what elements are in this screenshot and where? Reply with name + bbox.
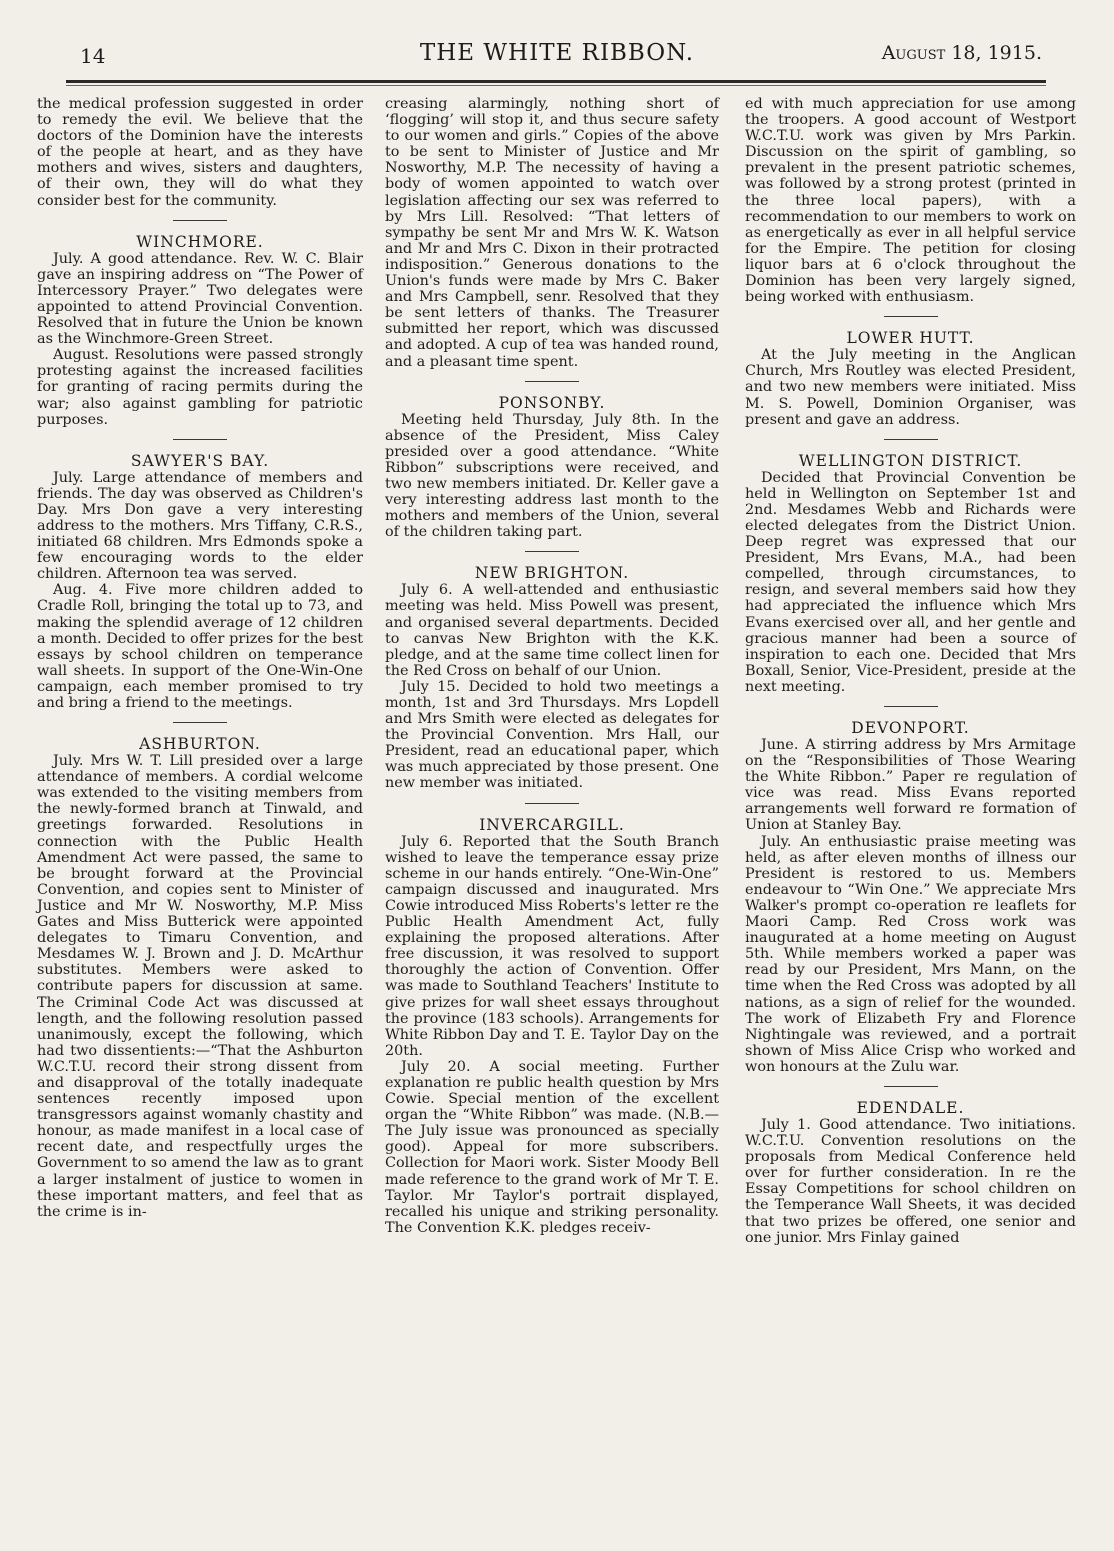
paragraph: ed with much appreciation for use among the troopers. A good account of Westport W.C.T.U. work was given by Mrs Parkin. Discussion on the spirit of gambling, so prevalent in the present patriotic schemes, was followed by a strong protest (printed in the three local papers), with a recommendation to our members to work on as energetically as ever in all helpful service for the Empire. The petition for closing liquor bars at 6 o'clock throughout the Dominion has been very largely signed, being worked with enthusiasm. — [745, 96, 1076, 306]
section-heading: ASHBURTON. — [139, 735, 261, 754]
paragraph: July. Large attendance of members and friends. The day was observed as Children's Day. Mrs Don gave a very interesting address to the mothers. Mrs Tiffany, C.R.S., initiated 68 children. Mrs Edmonds spoke a few encouraging words to the elder children. Afternoon tea was served. — [37, 469, 363, 583]
paragraph: July. A good attendance. Rev. W. C. Blair gave an inspiring address on “The Power of Intercessory Prayer.” Two delegates were appointed to attend Provincial Convention. Resolved that in future the Union be known as the Winchmore-Green Street. — [37, 250, 363, 348]
paragraph: August. Resolutions were passed strongly protesting against the increased facilities for granting of racing permits during the war; also against gambling for patriotic purposes. — [37, 347, 363, 428]
paragraph: July. An enthusiastic praise meeting was held, as after eleven months of illness our President is restored to us. Members endeavour to “Win One.” We appreciate Mrs Walker's prompt co-operation re leaflets for Maori Camp. Red Cross work was inaugurated at a home meeting on August 5th. While members worked a paper was read by our President, Mrs Mann, on the time when the Red Cross was adopted by all nations, as a sign of relief for the wounded. The work of Elizabeth Fry and Florence Nightingale was reviewed, and a portrait shown of Miss Alice Crisp who worked and won honours at the Zulu war. — [745, 833, 1076, 1075]
section-divider — [884, 706, 938, 707]
paragraph: July 6. Reported that the South Branch wished to leave the temperance essay prize scheme in our hands entirely. “One-Win-One” campaign discussed and inaugurated. Mrs Cowie introduced Miss Roberts's letter re the Public Health Amendment Act, fully explaining the proposed alterations. After free discussion, it was resolved to support thoroughly the action of Convention. Offer was made to Southland Teachers' Institute to give prizes for wall sheet essays throughout the province (183 schools). Arrangements for White Ribbon Day and T. E. Taylor Day on the 20th. — [385, 833, 719, 1059]
page-header — [0, 0, 1114, 95]
paragraph: July 15. Decided to hold two meetings a month, 1st and 3rd Thursdays. Mrs Lopdell and Mrs Smith were elected as delegates for the Provincial Convention. Mrs Hall, our President, read an educational paper, which was much appreciated by those present. One new member was initiated. — [385, 678, 719, 792]
section-heading: INVERCARGILL. — [479, 815, 625, 834]
paragraph: July. Mrs W. T. Lill presided over a large attendance of members. A cordial welcome was extended to the visiting members from the newly-formed branch at Tinwald, and greetings forwarded. Resolutions in connection with the Public Health Amendment Act were passed, the same to be brought forward at the Provincial Convention, and copies sent to Minister of Justice and Mr W. Nosworthy, M.P. Miss Gates and Miss Butterick were appointed delegates to Timaru Convention, and Mesdames W. J. Brown and J. D. McArthur substitutes. Members were asked to contribute papers for discussion at same. The Criminal Code Act was discussed at length, and the following resolution passed unanimously, except the following, which had two dissentients:—“That the Ashburton W.C.T.U. record their strong dissent from and disapproval of the totally inadequate sentences recently imposed upon transgressors against womanly chastity and honour, as made manifest in a local case of recent date, and respectfully urges the Government to so amend the law as to grant a larger instalment of justice to women in these important matters, and feel that as the crime is in- — [37, 753, 363, 1220]
paragraph: At the July meeting in the Anglican Church, Mrs Routley was elected President, and two new members were initiated. Miss M. S. Powell, Dominion Organiser, was present and gave an address. — [745, 347, 1076, 428]
paragraph: July 1. Good attendance. Two initiations. W.C.T.U. Convention resolutions on the proposals from Medical Conference held over for further consideration. In re the Essay Competitions for school children on the Temperance Wall Sheets, it was decided that two prizes be offered, one senior and one junior. Mrs Finlay gained — [745, 1116, 1076, 1246]
section-divider — [884, 316, 938, 317]
section-heading: LOWER HUTT. — [846, 329, 975, 348]
page-number: 14 — [80, 44, 106, 68]
paragraph: June. A stirring address by Mrs Armitage on the “Responsibilities of Those Wearing the White Ribbon.” Paper re regulation of vice was read. Miss Evans reported arrangements well forward re formation of Union at Stanley Bay. — [745, 737, 1076, 834]
section-heading: WELLINGTON DISTRICT. — [798, 451, 1023, 470]
masthead-title: THE WHITE RIBBON. — [419, 40, 695, 66]
section-heading: WINCHMORE. — [136, 232, 264, 251]
section-divider — [525, 381, 579, 382]
section-divider — [173, 439, 227, 440]
header-rule-thin — [66, 85, 1046, 86]
section-heading: SAWYER'S BAY. — [130, 451, 270, 470]
column-3 — [745, 96, 1076, 1246]
paragraph: July 20. A social meeting. Further explanation re public health question by Mrs Cowie. Special mention of the excellent organ the “White Ribbon” was made. (N.B.—The July issue was pronounced as specially good). Appeal for more subscribers. Collection for Maori work. Sister Moody Bell made reference to the grand work of Mr T. E. Taylor. Mr Taylor's portrait displayed, recalled his unique and striking personality. The Convention K.K. pledges receiv- — [385, 1058, 719, 1236]
paragraph: Decided that Provincial Convention be held in Wellington on September 1st and 2nd. Mesdames Webb and Richards were elected delegates from the District Union. Deep regret was expressed that our President, Mrs Evans, M.A., had been compelled, through circumstances, to resign, and several members said how they had appreciated the influence which Mrs Evans exercised over all, and her gentle and gracious manner had been a source of inspiration to each one. Decided that Mrs Boxall, Senior, Vice-President, preside at the next meeting. — [745, 469, 1076, 695]
column-2 — [385, 96, 719, 1236]
paragraph: creasing alarmingly, nothing short of ‘flogging’ will stop it, and thus secure safety to our women and girls.” Copies of the above to be sent to Minister of Justice and Mr Nosworthy, M.P. The necessity of having a body of women appointed to watch over legislation affecting our sex was referred to by Mrs Lill. Resolved: “That letters of sympathy be sent Mr and Mrs W. K. Watson and Mr and Mrs C. Dixon in their protracted indisposition.” Generous donations to the Union's funds were made by Mrs C. Baker and Mrs Campbell, senr. Resolved that they be sent letters of thanks. The Treasurer submitted her report, which was discussed and adopted. A cup of tea was handed round, and a pleasant time spent. — [385, 96, 719, 370]
paragraph: the medical profession suggested in order to remedy the evil. We believe that the doctors of the Dominion have the interests of the people at heart, and as they have mothers and wives, sisters and daughters, of their own, they will do what they consider best for the community. — [37, 96, 363, 209]
paragraph: Meeting held Thursday, July 8th. In the absence of the President, Miss Caley presided over a good attendance. “White Ribbon” subscriptions were received, and two new members initiated. Dr. Keller gave a very interesting address last month to the mothers and members of the Union, several of the children taking part. — [385, 411, 719, 541]
section-heading: NEW BRIGHTON. — [474, 564, 630, 583]
issue-date: August 18, 1915. — [881, 42, 1042, 64]
section-divider — [525, 551, 579, 552]
section-divider — [173, 722, 227, 723]
section-heading: EDENDALE. — [856, 1098, 965, 1117]
section-heading: PONSONBY. — [498, 393, 606, 412]
paragraph: Aug. 4. Five more children added to Cradle Roll, bringing the total up to 73, and making the splendid average of 12 children a month. Decided to offer prizes for the best essays by school children on temperance wall sheets. In support of the One-Win-One campaign, each member promised to try and bring a friend to the meetings. — [37, 582, 363, 711]
section-heading: DEVONPORT. — [851, 719, 970, 737]
section-divider — [525, 803, 579, 804]
section-divider — [173, 220, 227, 221]
section-divider — [884, 1086, 938, 1087]
header-rule — [66, 80, 1046, 83]
paragraph: July 6. A well-attended and enthusiastic meeting was held. Miss Powell was present, and organised several departments. Decided to canvas New Brighton with the K.K. pledge, and at the same time collect linen for the Red Cross on behalf of our Union. — [385, 582, 719, 679]
section-divider — [884, 439, 938, 440]
column-1 — [37, 96, 363, 1220]
